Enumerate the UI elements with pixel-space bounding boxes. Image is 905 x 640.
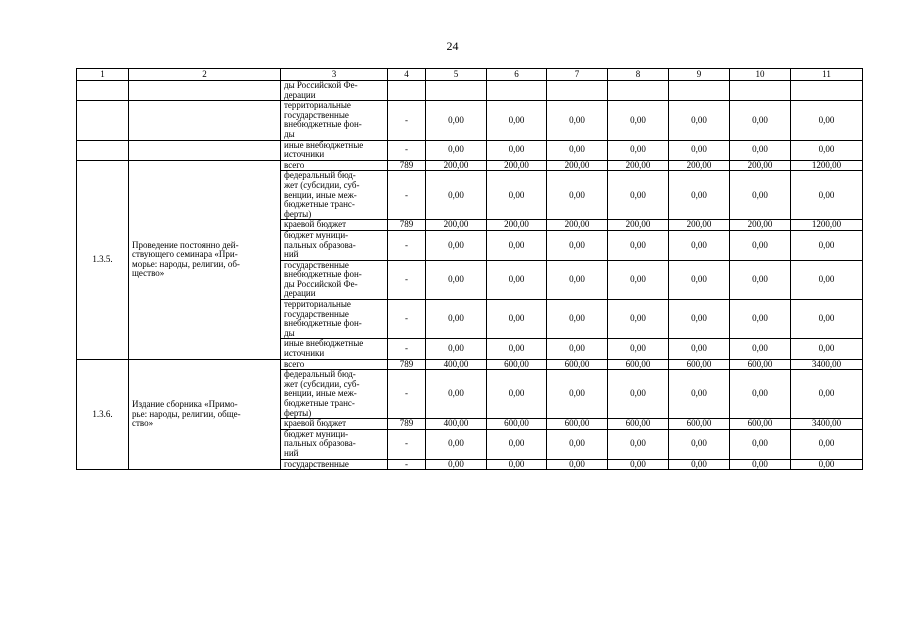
funding-source-cell: федеральный бюд- жет (субсидии, суб- венции, иные меж- бюджетные транс- ферты) — [281, 370, 388, 419]
amount-cell: 0,00 — [426, 101, 487, 140]
amount-cell: 200,00 — [730, 160, 791, 171]
amount-cell: 0,00 — [669, 300, 730, 339]
amount-cell: 0,00 — [669, 260, 730, 299]
amount-cell: 0,00 — [730, 339, 791, 359]
amount-cell: 0,00 — [730, 429, 791, 459]
amount-cell: 200,00 — [669, 220, 730, 231]
funding-source-cell: федеральный бюд- жет (субсидии, суб- венции, иные меж- бюджетные транс- ферты) — [281, 171, 388, 220]
amount-cell: 0,00 — [608, 171, 669, 220]
amount-cell: 0,00 — [487, 459, 547, 470]
activity-name: Проведение постоянно дей- ствующего семинара «При- морье: народы, религии, об- щество» — [129, 160, 281, 359]
amount-cell: 0,00 — [669, 459, 730, 470]
name-cell — [129, 101, 281, 140]
amount-cell: 0,00 — [547, 339, 608, 359]
code-cell: - — [388, 459, 426, 470]
code-cell: 789 — [388, 220, 426, 231]
code-cell — [388, 81, 426, 101]
amount-cell: 600,00 — [487, 419, 547, 430]
funding-source-cell: бюджет муници- пальных образова- ний — [281, 429, 388, 459]
code-cell: - — [388, 230, 426, 260]
code-cell: - — [388, 370, 426, 419]
code-cell: 789 — [388, 419, 426, 430]
amount-cell: 0,00 — [426, 429, 487, 459]
amount-cell: 0,00 — [791, 339, 863, 359]
amount-cell: 0,00 — [730, 300, 791, 339]
amount-cell: 600,00 — [669, 419, 730, 430]
amount-cell — [669, 81, 730, 101]
table-body — [77, 81, 863, 470]
amount-cell: 600,00 — [547, 359, 608, 370]
amount-cell: 0,00 — [426, 171, 487, 220]
amount-cell: 200,00 — [730, 220, 791, 231]
amount-cell: 0,00 — [669, 370, 730, 419]
amount-cell: 0,00 — [426, 339, 487, 359]
amount-cell — [730, 81, 791, 101]
amount-cell: 200,00 — [547, 220, 608, 231]
amount-cell: 0,00 — [426, 370, 487, 419]
amount-cell — [547, 81, 608, 101]
index-cell — [77, 101, 129, 140]
index-cell — [77, 140, 129, 160]
code-cell: - — [388, 171, 426, 220]
column-header: 8 — [608, 69, 669, 81]
name-cell — [129, 140, 281, 160]
amount-cell: 0,00 — [669, 429, 730, 459]
amount-cell: 200,00 — [608, 160, 669, 171]
amount-cell: 0,00 — [669, 171, 730, 220]
funding-source-cell: ды Российской Фе- дерации — [281, 81, 388, 101]
amount-cell: 600,00 — [547, 419, 608, 430]
amount-cell: 0,00 — [608, 429, 669, 459]
amount-cell: 200,00 — [608, 220, 669, 231]
amount-cell: 600,00 — [730, 359, 791, 370]
amount-cell: 0,00 — [669, 140, 730, 160]
funding-source-cell: государственные — [281, 459, 388, 470]
name-cell — [129, 81, 281, 101]
amount-cell: 0,00 — [608, 339, 669, 359]
amount-cell: 600,00 — [669, 359, 730, 370]
amount-cell: 400,00 — [426, 359, 487, 370]
code-cell: - — [388, 429, 426, 459]
amount-cell: 0,00 — [669, 339, 730, 359]
amount-cell: 600,00 — [487, 359, 547, 370]
amount-cell: 0,00 — [791, 171, 863, 220]
amount-cell: 0,00 — [487, 300, 547, 339]
amount-cell: 0,00 — [791, 140, 863, 160]
amount-cell — [426, 81, 487, 101]
amount-cell: 0,00 — [791, 101, 863, 140]
amount-cell: 0,00 — [791, 370, 863, 419]
amount-cell: 0,00 — [608, 140, 669, 160]
code-cell: - — [388, 300, 426, 339]
amount-cell — [608, 81, 669, 101]
funding-source-cell: территориальные государственные внебюджетные фон- ды — [281, 101, 388, 140]
amount-cell: 0,00 — [547, 140, 608, 160]
amount-cell: 0,00 — [487, 230, 547, 260]
amount-cell: 0,00 — [791, 459, 863, 470]
code-cell: 789 — [388, 359, 426, 370]
amount-cell: 200,00 — [669, 160, 730, 171]
column-header: 4 — [388, 69, 426, 81]
amount-cell: 400,00 — [426, 419, 487, 430]
amount-cell: 0,00 — [669, 101, 730, 140]
amount-cell: 0,00 — [547, 459, 608, 470]
amount-cell: 200,00 — [426, 160, 487, 171]
amount-cell: 0,00 — [487, 339, 547, 359]
funding-source-cell: всего — [281, 160, 388, 171]
funding-source-cell: краевой бюджет — [281, 419, 388, 430]
funding-source-cell: краевой бюджет — [281, 220, 388, 231]
amount-cell: 0,00 — [426, 260, 487, 299]
activity-index: 1.3.5. — [77, 160, 129, 359]
table-row — [77, 81, 863, 101]
column-number-row — [77, 69, 863, 81]
amount-cell: 600,00 — [608, 419, 669, 430]
amount-cell: 0,00 — [669, 230, 730, 260]
activity-name: Издание сборника «Примо- рье: народы, религии, обще- ство» — [129, 359, 281, 470]
amount-cell: 0,00 — [426, 300, 487, 339]
amount-cell: 0,00 — [487, 260, 547, 299]
amount-cell: 0,00 — [426, 230, 487, 260]
amount-cell: 200,00 — [487, 220, 547, 231]
funding-source-cell: территориальные государственные внебюджетные фон- ды — [281, 300, 388, 339]
amount-cell: 0,00 — [730, 101, 791, 140]
amount-cell: 600,00 — [608, 359, 669, 370]
column-header: 2 — [129, 69, 281, 81]
code-cell: - — [388, 260, 426, 299]
amount-cell: 0,00 — [730, 370, 791, 419]
column-header: 9 — [669, 69, 730, 81]
amount-cell: 0,00 — [487, 171, 547, 220]
amount-cell: 0,00 — [608, 370, 669, 419]
amount-cell — [487, 81, 547, 101]
amount-cell: 0,00 — [547, 370, 608, 419]
amount-cell: 0,00 — [608, 260, 669, 299]
amount-cell: 0,00 — [487, 101, 547, 140]
index-cell — [77, 81, 129, 101]
amount-cell: 0,00 — [426, 459, 487, 470]
amount-cell: 0,00 — [608, 300, 669, 339]
amount-cell — [791, 81, 863, 101]
amount-cell: 200,00 — [487, 160, 547, 171]
column-header: 11 — [791, 69, 863, 81]
table-row — [77, 140, 863, 160]
funding-source-cell: иные внебюджетные источники — [281, 140, 388, 160]
amount-cell: 0,00 — [730, 140, 791, 160]
amount-cell: 0,00 — [608, 459, 669, 470]
amount-cell: 0,00 — [791, 230, 863, 260]
amount-cell: 200,00 — [426, 220, 487, 231]
funding-source-cell: бюджет муници- пальных образова- ний — [281, 230, 388, 260]
funding-source-cell: иные внебюджетные источники — [281, 339, 388, 359]
table-row — [77, 101, 863, 140]
code-cell: - — [388, 140, 426, 160]
funding-source-cell: всего — [281, 359, 388, 370]
column-header: 3 — [281, 69, 388, 81]
amount-cell: 1200,00 — [791, 160, 863, 171]
amount-cell: 0,00 — [487, 140, 547, 160]
page-number: 24 — [446, 39, 459, 53]
budget-table — [76, 68, 863, 470]
table-row — [77, 160, 863, 171]
code-cell: 789 — [388, 160, 426, 171]
amount-cell: 0,00 — [730, 459, 791, 470]
amount-cell: 3400,00 — [791, 359, 863, 370]
amount-cell: 3400,00 — [791, 419, 863, 430]
activity-index: 1.3.6. — [77, 359, 129, 470]
column-header: 10 — [730, 69, 791, 81]
column-header: 7 — [547, 69, 608, 81]
code-cell: - — [388, 101, 426, 140]
amount-cell: 0,00 — [547, 230, 608, 260]
table-row — [77, 359, 863, 370]
amount-cell: 0,00 — [730, 230, 791, 260]
amount-cell: 0,00 — [791, 260, 863, 299]
code-cell: - — [388, 339, 426, 359]
amount-cell: 0,00 — [730, 260, 791, 299]
amount-cell: 0,00 — [487, 370, 547, 419]
amount-cell: 0,00 — [730, 171, 791, 220]
amount-cell: 0,00 — [487, 429, 547, 459]
funding-source-cell: государственные внебюджетные фон- ды Российской Фе- дерации — [281, 260, 388, 299]
amount-cell: 0,00 — [426, 140, 487, 160]
amount-cell: 600,00 — [730, 419, 791, 430]
amount-cell: 0,00 — [791, 429, 863, 459]
amount-cell: 0,00 — [547, 171, 608, 220]
amount-cell: 0,00 — [547, 260, 608, 299]
column-header: 1 — [77, 69, 129, 81]
amount-cell: 0,00 — [608, 101, 669, 140]
column-header: 6 — [487, 69, 547, 81]
amount-cell: 0,00 — [547, 300, 608, 339]
amount-cell: 0,00 — [608, 230, 669, 260]
amount-cell: 0,00 — [547, 429, 608, 459]
amount-cell: 200,00 — [547, 160, 608, 171]
column-header: 5 — [426, 69, 487, 81]
amount-cell: 0,00 — [547, 101, 608, 140]
amount-cell: 1200,00 — [791, 220, 863, 231]
amount-cell: 0,00 — [791, 300, 863, 339]
